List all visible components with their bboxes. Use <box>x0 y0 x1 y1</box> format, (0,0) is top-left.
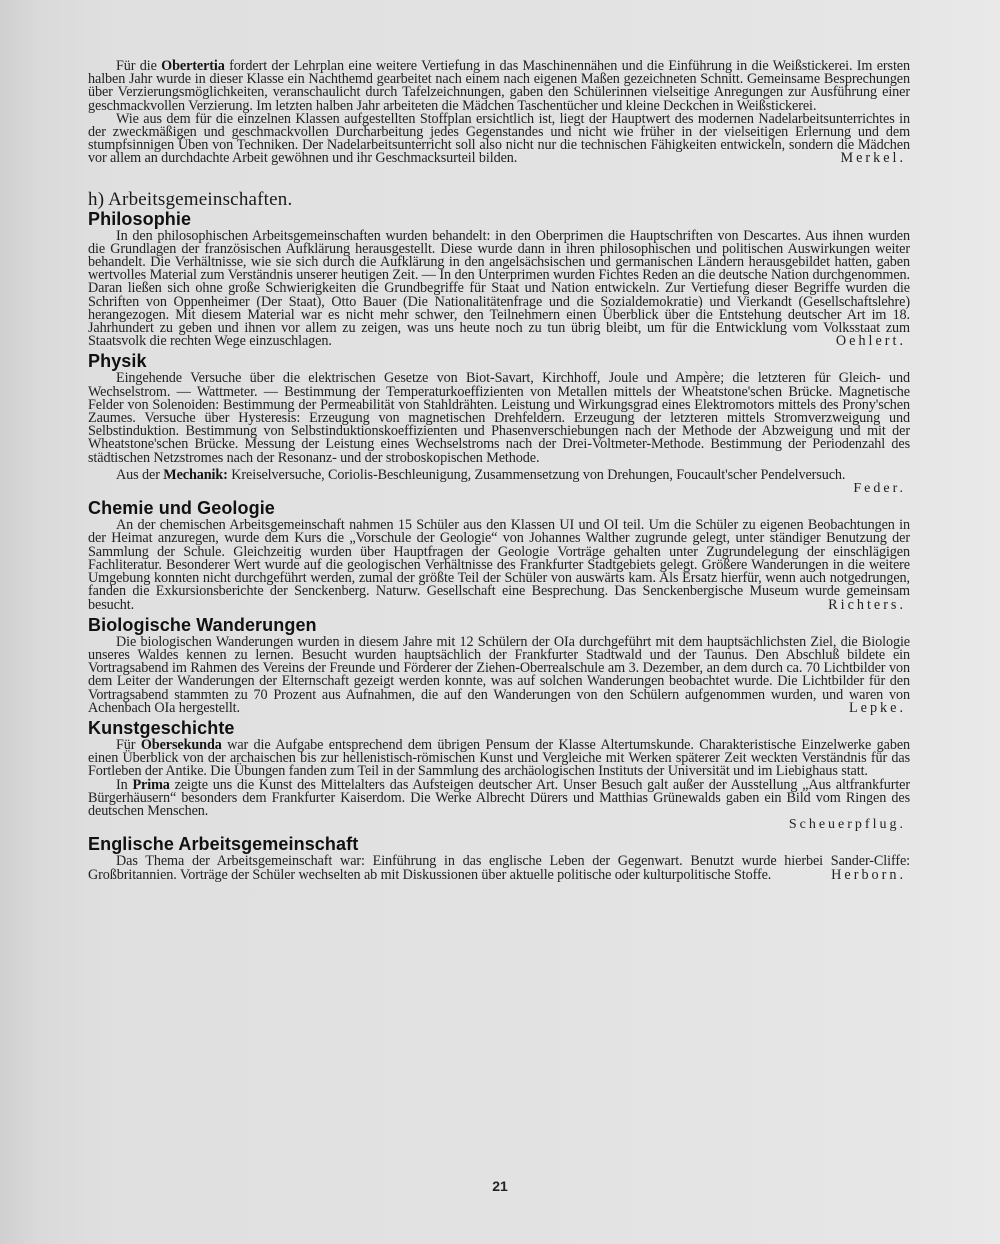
heading-philosophie: Philosophie <box>88 208 192 229</box>
intro-paragraph-obertertia <box>88 60 910 113</box>
signature-scheuerpflug: Scheuerpflug. <box>788 817 906 833</box>
text-run: Die biologischen Wanderungen wurden in diesem Jahre mit 12 Schülern der OIa durchgeführt mit dem hauptsächlichsten Ziel, die Biologie unseres Waldes kennen zu lernen. Besucht wurden hauptsächlich der Frankfurter Stadtwald und der Taunus. Den Abschluß bildete ein Vortragsabend im Rahmen des Vereins der Freunde und Förderer der Ziehen-Oberrealschule am 3. Dezember, an dem durch ca. 70 Lichtbilder von dem Leiter der Wanderungen der Elternschaft gezeigt werden konnte, was auf solchen Wanderungen beobachtet wurde. Die Lichtbilder für den Vortragsabend stammten zu 70 Prozent aus Aufnahmen, die auf den Wanderungen von den Schülern aufgenommen wurden, und waren von Achenbach OIa hergestellt. <box>88 633 910 716</box>
paragraph-englisch <box>88 855 910 881</box>
paragraph-kunst-prima <box>88 776 910 819</box>
bold-term-obersekunda: Obersekunda <box>140 736 222 753</box>
heading-kunstgeschichte: Kunstgeschichte <box>88 717 235 738</box>
bold-term-prima: Prima <box>132 776 170 793</box>
heading-physik: Physik <box>88 351 147 372</box>
page-number: 21 <box>492 1178 508 1194</box>
text-run: An der chemischen Arbeitsgemeinschaft nahmen 15 Schüler aus den Klassen UI und OI teil. Um die Schüler zu eigenen Beobachtungen in der Heimat anzuregen, wurde dem Kurs die „Vorschule der Geologie“ von Johannes Walther zugrunde gelegt, unter ständiger Benutzung der Sammlung der Schule. Gleichzeitig wurden über Hauptfragen der Geologie Vorträge gehalten unter Zugrundelegung der einschlägigen Fachliteratur. Besonderer Wert wurde auf die geologischen Verhältnisse des Frankfurter Stadtgebiets gelegt. Größere Wanderungen in die weitere Umgebung konnten nicht durchgeführt werden, zumal der größte Teil der Schüler von auswärts kam. Als Ersatz hierfür, wenn auch notgedrungen, fanden die Exkursionsberichte der Senckenberg. Naturw. Gesellschaft eine Besprechung. Das Senckenbergische Museum wurde gemeinsam besucht. <box>88 517 910 613</box>
text-run: war die Aufgabe entsprechend dem übrigen Pensum der Klasse Altertumskunde. Charakteristische Einzelwerke gaben einen Überblick von der archaischen bis zur hellenistisch-römischen Kunst und Vergleiche mit Werken späterer Zeit weckten Verständnis für das Fortleben der Antike. Die Übungen fanden zum Teil in der Sammlung des archäologischen Instituts der Universität und im Liebighaus statt. <box>88 736 911 780</box>
signature-richters: Richters. <box>828 596 906 613</box>
text-run: In den philosophischen Arbeitsgemeinschaften wurden behandelt: in den Oberprimen die Hauptschriften von Descartes. Aus ihnen wurden die Grundlagen der französischen Aufklärung herausgestellt. Diese wurde dann in ihren philosophischen und politischen Auswirkungen weiter behandelt. Die Verhältnisse, wie sie sich durch die Aufklärung in den angelsächsischen und germanischen Ländern herausgebildet hatten, gaben wertvolles Material zum Verständnis unserer heutigen Zeit. — In den Unterprimen wurden Fichtes Reden an die deutsche Nation durchgenommen. Daran ließen sich ohne große Schwierigkeiten die Grundbegriffe für Staat und Nation entwickeln. Zur Vertiefung dieser Begriffe wurden die Schriften von Oppenheimer (Der Staat), Otto Bauer (Die Nationalitätenfrage und die Sozialdemokratie) und Vierkandt (Gesellschaftslehre) herangezogen. Mit diesem Material war es nicht mehr schwer, den Teilnehmern einen Überblick über die Entstehung deutscher Art im 18. Jahrhundert zu geben und ihnen vor allem zu zeigen, was uns heute noch zu tun übrig bleibt, um für die Entwicklung vom Volksstaat zum Staatsvolk die rechten Wege einzuschlagen. <box>88 227 910 350</box>
signature-herborn: Herborn. <box>831 866 906 883</box>
heading-chemie-geologie: Chemie und Geologie <box>88 498 275 519</box>
heading-biologische-wanderungen: Biologische Wanderungen <box>88 614 317 635</box>
text-run: Für die <box>116 58 162 74</box>
paragraph-chemie <box>88 519 910 611</box>
signature-merkel: Merkel. <box>840 150 906 167</box>
text-run: zeigte uns die Kunst des Mittelalters das Aufsteigen deutscher Art. Unser Besuch galt außer der Ausstellung „Aus altfrankfurter Bürgerhäusern“ besonders dem Frankfurter Kaiserdom. Die Werke Albrecht Dürers und Matthias Grünewalds gaben ein Bild vom Ringen des deutschen Menschen. <box>88 776 910 819</box>
paragraph-philosophie <box>88 227 910 350</box>
intro-paragraph-stoffplan <box>88 110 910 167</box>
text-run: Wie aus dem für die einzelnen Klassen aufgestellten Stoffplan ersichtlich ist, liegt der Hauptwert des modernen Nadelarbeitsunterrichtes in der zweckmäßigen und geschmackvollen Durcharbeitung jedes Gegenstandes und nicht wie früher in der vielseitigen Erlernung und dem stumpfsinnigen Üben von Techniken. Der Nadelarbeitsunterricht soll also nicht nur die technischen Fähigkeiten entwickeln, sondern die Mädchen vor allem an durchdachte Arbeit gewöhnen und ihr Geschmacksurteil bilden. <box>88 110 910 167</box>
text-run: Kreiselversuche, Coriolis-Beschleunigung, Zusammensetzung von Drehungen, Foucault'scher Pendelversuch. <box>227 466 846 483</box>
signature-feder: Feder. <box>853 481 906 497</box>
bold-term-mechanik: Mechanik: <box>163 466 228 483</box>
text-run: In <box>116 776 133 793</box>
text-run: Das Thema der Arbeitsgemeinschaft war: Einführung in das englische Leben der Gegenwart. Benutzt wurde hierbei Sander-Cliffe: Großbritannien. Vorträge der Schüler wechselten ab mit Diskussionen über aktuelle politische oder kulturpolitische Stoffe. <box>88 853 910 883</box>
heading-englische-arbeitsgemeinschaft: Englische Arbeitsgemeinschaft <box>88 834 359 855</box>
signature-lepke: Lepke. <box>849 699 906 716</box>
text-run: fordert der Lehrplan eine weitere Vertiefung in das Maschinennähen und die Einführung in die Weißstickerei. Im ersten halben Jahr wurde in dieser Klasse ein Nachthemd gearbeitet nach einem nach eigenen Maßen gezeichneten Schnitt. Gemeinsame Besprechungen über Verzierungsmöglichkeiten, veranschaulicht durch Tafelzeichnungen, gaben den Schülerinnen vielseitige Anregungen zur Ausführung einer geschmackvollen Verzierung. Im letzten halben Jahr arbeiteten die Mädchen Taschentücher und kleine Deckchen in Weißstickerei. <box>88 58 910 114</box>
document-page <box>88 60 910 882</box>
text-run: Für <box>116 736 141 753</box>
paragraph-physik: Eingehende Versuche über die elektrischen Gesetze von Biot-Savart, Kirchhoff, Joule und Ampère; die letzteren für Gleich- und Wechselstrom. — Wattmeter. — Bestimmung der Temperaturkoeffizienten von Metallen mittels der Wheatstone'schen Brücke. Magnetische Felder von Solenoiden: Bestimmung der Permeabilität von Stahldrähten. Leistung und Wirkungsgrad eines Elektromotors mittels des Prony'schen Zaumes. Versuche über Hysteresis: Erzeugung von magnetischen Drehfeldern. Erzeugung der letzteren mittels Stromverzweigung und Selbstinduktion. Bestimmung von Selbstinduktionskoeffizienten und Phasenverschiebungen nach der Methode der Abzweigung und mit der Wheatstone'schen Brücke. Messung der Leistung eines Wechselstroms nach der Drei-Voltmeter-Methode. Bestimmung der Periodenzahl des städtischen Netzstromes nach der Resonanz- und der stroboskopischen Methode. <box>88 370 910 466</box>
section-heading: h) Arbeitsgemeinschaften. <box>88 188 293 210</box>
paragraph-mechanik <box>88 466 910 483</box>
bold-term-obertertia: Obertertia <box>161 58 225 74</box>
signature-oehlert: Oehlert. <box>835 333 906 350</box>
paragraph-biologie <box>88 633 910 716</box>
text-run: Aus der <box>116 466 164 483</box>
paragraph-kunst-obersekunda <box>88 736 911 780</box>
